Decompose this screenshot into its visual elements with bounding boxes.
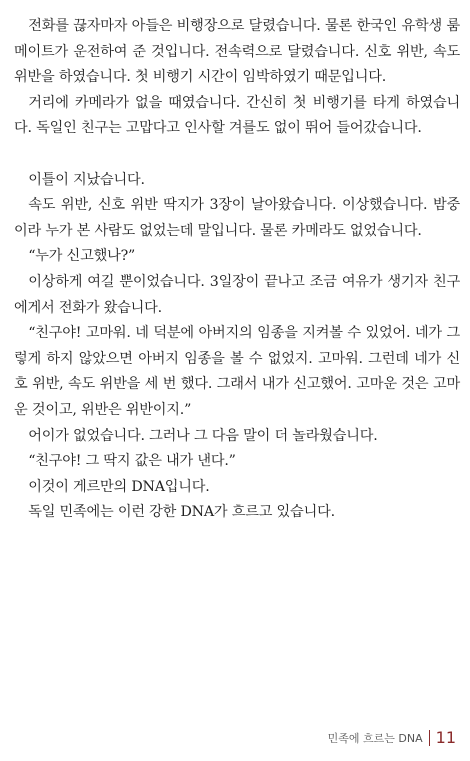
paragraph: 전화를 끊자마자 아들은 비행장으로 달렸습니다. 물론 한국인 유학생 룸메이트가 운전하여 준 것입니다. 전속력으로 달렸습니다. 신호 위반, 속도 위반을 하였습니다. 첫 비행기 시간이 임박하였기 때문입니다.	[14, 18, 460, 86]
running-title: 민족에 흐르는 DNA	[327, 731, 423, 745]
page-footer	[328, 728, 456, 747]
paragraph: “누가 신고했나?”	[28, 248, 136, 265]
paragraph: 이것이 게르만의 DNA입니다.	[28, 478, 210, 495]
paragraph: 이상하게 여길 뿐이었습니다. 3일장이 끝나고 조금 여유가 생기자 친구에게서 전화가 왔습니다.	[14, 273, 460, 316]
paragraph: “친구야! 그 딱지 값은 내가 낸다.”	[28, 453, 236, 470]
paragraph-spacer	[14, 142, 460, 168]
footer-divider	[429, 730, 430, 746]
paragraph: 속도 위반, 신호 위반 딱지가 3장이 날아왔습니다. 이상했습니다. 밤중이라 누가 본 사람도 없었는데 말입니다. 물론 카메라도 없었습니다.	[14, 197, 460, 239]
paragraph: 독일 민족에는 이런 강한 DNA가 흐르고 있습니다.	[28, 504, 335, 521]
paragraph: 이틀이 지났습니다.	[28, 171, 145, 188]
body-text	[14, 14, 460, 526]
paragraph: “친구야! 고마워. 네 덕분에 아버지의 임종을 지켜볼 수 있었어. 네가 그렇게 하지 않았으면 아버지 임종을 볼 수 없었지. 고마워. 그런데 네가 신호 위반, 속도 위반을 세 번 했다. 그래서 내가 신고했어. 고마운 것은 고마운 것이고, 위반은 위반이지.”	[14, 325, 460, 418]
paragraph: 어이가 없었습니다. 그러나 그 다음 말이 더 놀라웠습니다.	[28, 427, 378, 444]
paragraph: 거리에 카메라가 없을 때였습니다. 간신히 첫 비행기를 타게 하였습니다. 독일인 친구는 고맙다고 인사할 겨를도 없이 뛰어 들어갔습니다.	[14, 94, 460, 137]
page-number: 11	[435, 728, 456, 747]
